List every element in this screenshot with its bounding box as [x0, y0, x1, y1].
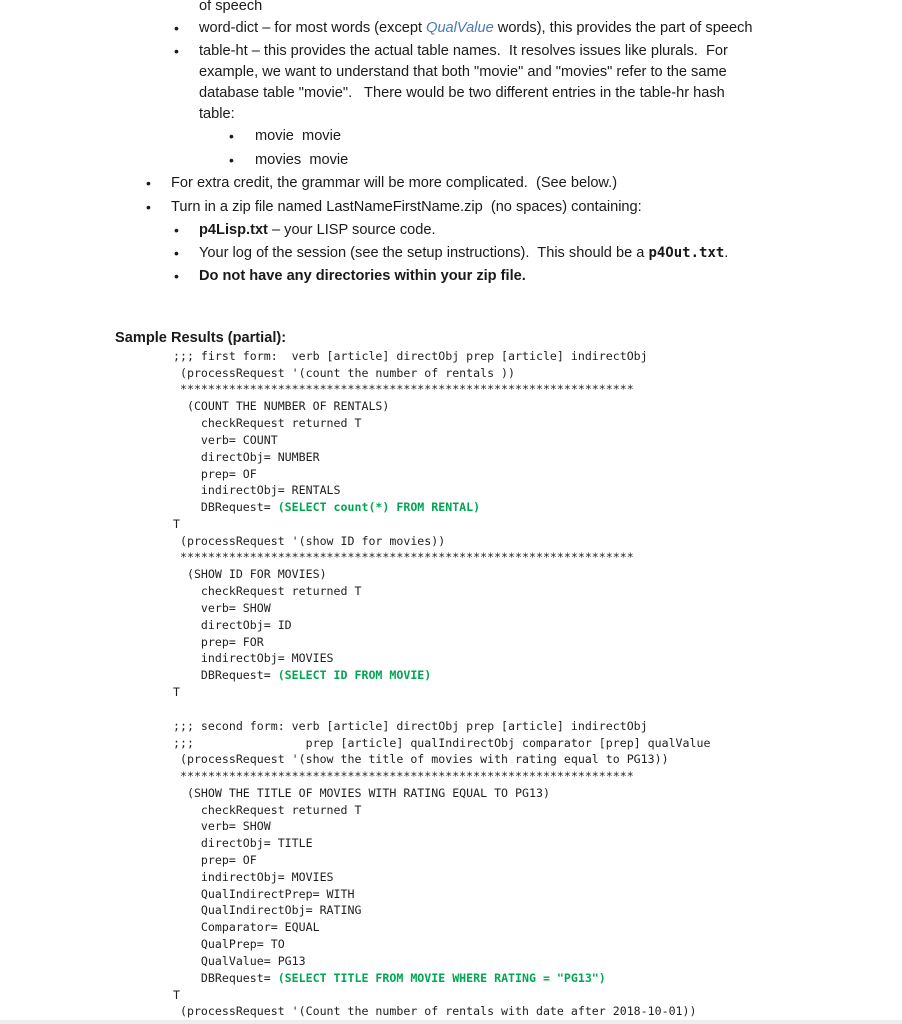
code-line: (processRequest '(Count the number of rentals with date after 2018-10-01)) [173, 1004, 697, 1018]
code-line: T [173, 517, 180, 531]
code-line: checkRequest returned T [173, 584, 362, 598]
bullet-dot: • [174, 20, 179, 36]
code-line: indirectObj= MOVIES [173, 870, 334, 884]
code-line: ;;; first form: verb [article] directObj prep [article] indirectObj [173, 349, 648, 363]
code-line: verb= SHOW [173, 819, 271, 833]
code-line: prep= FOR [173, 635, 264, 649]
table-ht-line-4: table: [199, 106, 235, 122]
p4lisp-item: p4Lisp.txt – your LISP source code. [199, 222, 436, 238]
bullet-dot: • [174, 43, 179, 59]
code-line: T [173, 988, 180, 1002]
bullet-dot: • [146, 175, 151, 191]
code-line: Comparator= EQUAL [173, 920, 320, 934]
code-line: (processRequest '(show ID for movies)) [173, 534, 446, 548]
turn-in-item: Turn in a zip file named LastNameFirstName.zip (no spaces) containing: [171, 199, 642, 215]
code-line: ;;; second form: verb [article] directObj prep [article] indirectObj [173, 719, 648, 733]
log-item: Your log of the session (see the setup instructions). This should be a p4Out.txt. [199, 245, 729, 261]
db-request-sql: (SELECT count(*) FROM RENTAL) [277, 500, 481, 514]
code-separator: ***************************************************************** [173, 550, 634, 564]
code-line: QualPrep= TO [173, 937, 285, 951]
bullet-dot: • [174, 222, 179, 238]
sample-results-heading: Sample Results (partial): [115, 330, 287, 346]
text-line: of speech [199, 0, 263, 14]
code-line: QualIndirectPrep= WITH [173, 887, 355, 901]
code-line: directObj= ID [173, 618, 292, 632]
code-line: (SHOW THE TITLE OF MOVIES WITH RATING EQUAL TO PG13) [173, 786, 550, 800]
code-line: verb= SHOW [173, 601, 271, 615]
code-line: prep= OF [173, 467, 257, 481]
page-bottom-edge [0, 1020, 902, 1024]
bullet-dot: • [229, 128, 234, 144]
db-request-sql: (SELECT ID FROM MOVIE) [277, 668, 432, 682]
code-line: ;;; prep [article] qualIndirectObj comparator [prep] qualValue [173, 736, 711, 750]
qualvalue-emphasis: QualValue [426, 20, 494, 36]
table-ht-line-2: example, we want to understand that both "movie" and "movies" refer to the same [199, 64, 727, 80]
code-separator: ***************************************************************** [173, 769, 634, 783]
code-line: (processRequest '(show the title of movies with rating equal to PG13)) [173, 752, 669, 766]
bullet-dot: • [229, 152, 234, 168]
code-line: indirectObj= RENTALS [173, 483, 341, 497]
table-ht-line-3: database table "movie". There would be two different entries in the table-hr hash [199, 85, 725, 101]
code-line: verb= COUNT [173, 433, 278, 447]
code-line: checkRequest returned T [173, 803, 362, 817]
code-line: (SHOW ID FOR MOVIES) [173, 567, 327, 581]
code-separator: ***************************************************************** [173, 382, 634, 396]
code-line: prep= OF [173, 853, 257, 867]
db-request-sql: (SELECT TITLE FROM MOVIE WHERE RATING = "PG13") [277, 971, 606, 985]
code-line: directObj= TITLE [173, 836, 313, 850]
code-line: DBRequest= (SELECT TITLE FROM MOVIE WHERE RATING = "PG13") [173, 971, 606, 985]
code-line: DBRequest= (SELECT ID FROM MOVIE) [173, 668, 432, 682]
bullet-dot: • [174, 245, 179, 261]
code-line: QualValue= PG13 [173, 954, 306, 968]
word-dict-item: word-dict – for most words (except QualValue words), this provides the part of speech [199, 20, 753, 36]
code-line: (COUNT THE NUMBER OF RENTALS) [173, 399, 390, 413]
no-dirs-item: Do not have any directories within your zip file. [199, 268, 526, 284]
code-line: T [173, 685, 180, 699]
code-line: (processRequest '(count the number of rentals )) [173, 366, 516, 380]
bullet-dot: • [174, 268, 179, 284]
code-line: directObj= NUMBER [173, 450, 320, 464]
code-line: DBRequest= (SELECT count(*) FROM RENTAL) [173, 500, 481, 514]
code-line: indirectObj= MOVIES [173, 651, 334, 665]
hash-entry-1: movie movie [255, 128, 341, 144]
code-line: checkRequest returned T [173, 416, 362, 430]
code-line: QualIndirectObj= RATING [173, 903, 362, 917]
p4out-filename: p4Out.txt [648, 245, 725, 261]
extra-credit-item: For extra credit, the grammar will be more complicated. (See below.) [171, 175, 618, 191]
bullet-dot: • [146, 199, 151, 215]
table-ht-line-1: table-ht – this provides the actual table names. It resolves issues like plurals. For [199, 43, 728, 59]
hash-entry-2: movies movie [255, 152, 349, 168]
